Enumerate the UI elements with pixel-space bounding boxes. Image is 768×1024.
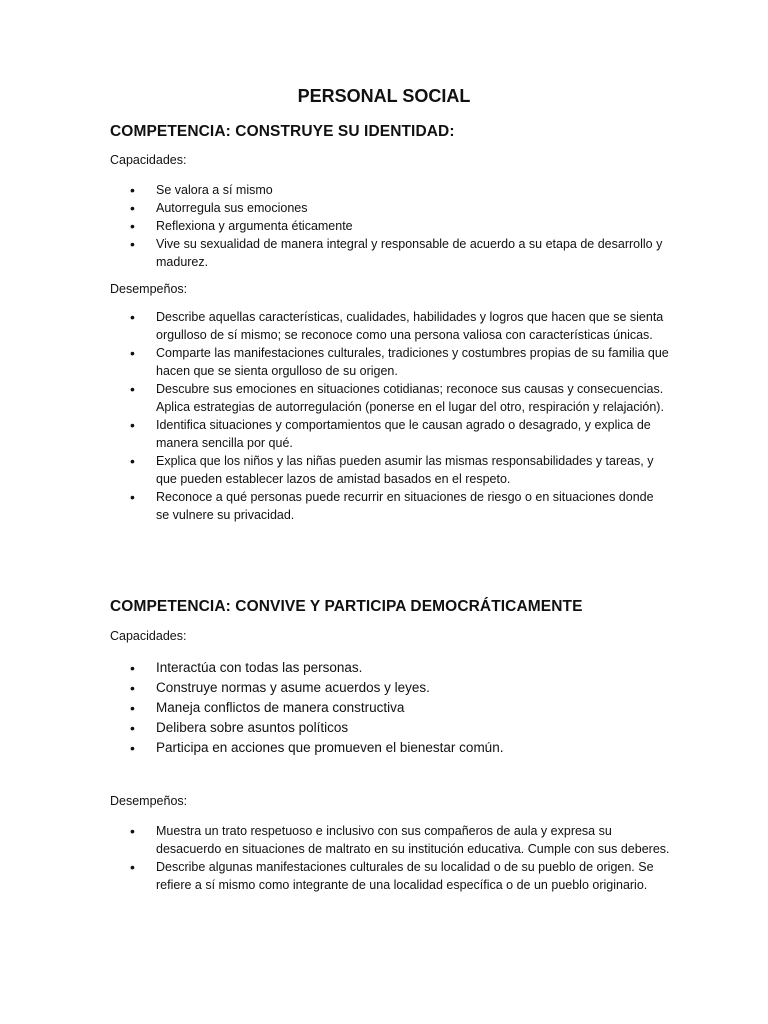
list-item: • Describe algunas manifestaciones culturales de su localidad o de su pueblo de origen. Se refiere a sí mismo como integrante de una localidad específica o de un pueblo originario. [110, 858, 670, 894]
list-item: • Identifica situaciones y comportamientos que le causan agrado o desagrado, y explica de manera sencilla por qué. [110, 416, 670, 452]
list-item: • Maneja conflictos de manera constructiva [110, 698, 670, 718]
list-item: • Participa en acciones que promueven el bienestar común. [110, 738, 670, 758]
competency-1-heading: COMPETENCIA: CONSTRUYE SU IDENTIDAD: [110, 123, 455, 140]
list-item: • Delibera sobre asuntos políticos [110, 718, 670, 738]
desempenos-1-label: Desempeños: [110, 282, 188, 296]
list-item: • Comparte las manifestaciones culturales, tradiciones y costumbres propias de su familia que hacen que se sienta orgulloso de su origen. [110, 344, 670, 380]
list-item: • Interactúa con todas las personas. [110, 658, 670, 678]
list-item: • Muestra un trato respetuoso e inclusivo con sus compañeros de aula y expresa su desacuerdo en situaciones de maltrato en su institución educativa. Cumple con sus deberes. [110, 822, 670, 858]
list-item: • Vive su sexualidad de manera integral y responsable de acuerdo a su etapa de desarrollo y madurez. [110, 235, 670, 271]
list-item: • Describe aquellas características, cualidades, habilidades y logros que hacen que se sienta orgulloso de sí mismo; se reconoce como una persona valiosa con características únicas. [110, 308, 670, 344]
list-item: • Se valora a sí mismo [110, 181, 670, 199]
list-item: • Descubre sus emociones en situaciones cotidianas; reconoce sus causas y consecuencias. Aplica estrategias de autorregulación (ponerse en el lugar del otro, respiración y relajación). [110, 380, 670, 416]
list-item: • Reconoce a qué personas puede recurrir en situaciones de riesgo o en situaciones donde se vulnere su privacidad. [110, 488, 670, 524]
desempenos-1-list [110, 308, 670, 524]
capacidades-2-label: Capacidades: [110, 629, 187, 643]
capacidades-2-list [110, 658, 670, 758]
desempenos-2-label: Desempeños: [110, 794, 188, 808]
list-item: • Explica que los niños y las niñas pueden asumir las mismas responsabilidades y tareas, y que pueden establecer lazos de amistad basados en el respeto. [110, 452, 670, 488]
list-item: • Reflexiona y argumenta éticamente [110, 217, 670, 235]
capacidades-1-list [110, 181, 670, 271]
desempenos-2-list [110, 822, 670, 894]
list-item: • Autorregula sus emociones [110, 199, 670, 217]
page-title: PERSONAL SOCIAL [297, 86, 471, 106]
competency-2-heading: COMPETENCIA: CONVIVE Y PARTICIPA DEMOCRÁTICAMENTE [110, 598, 583, 615]
list-item: • Construye normas y asume acuerdos y leyes. [110, 678, 670, 698]
capacidades-1-label: Capacidades: [110, 153, 187, 167]
